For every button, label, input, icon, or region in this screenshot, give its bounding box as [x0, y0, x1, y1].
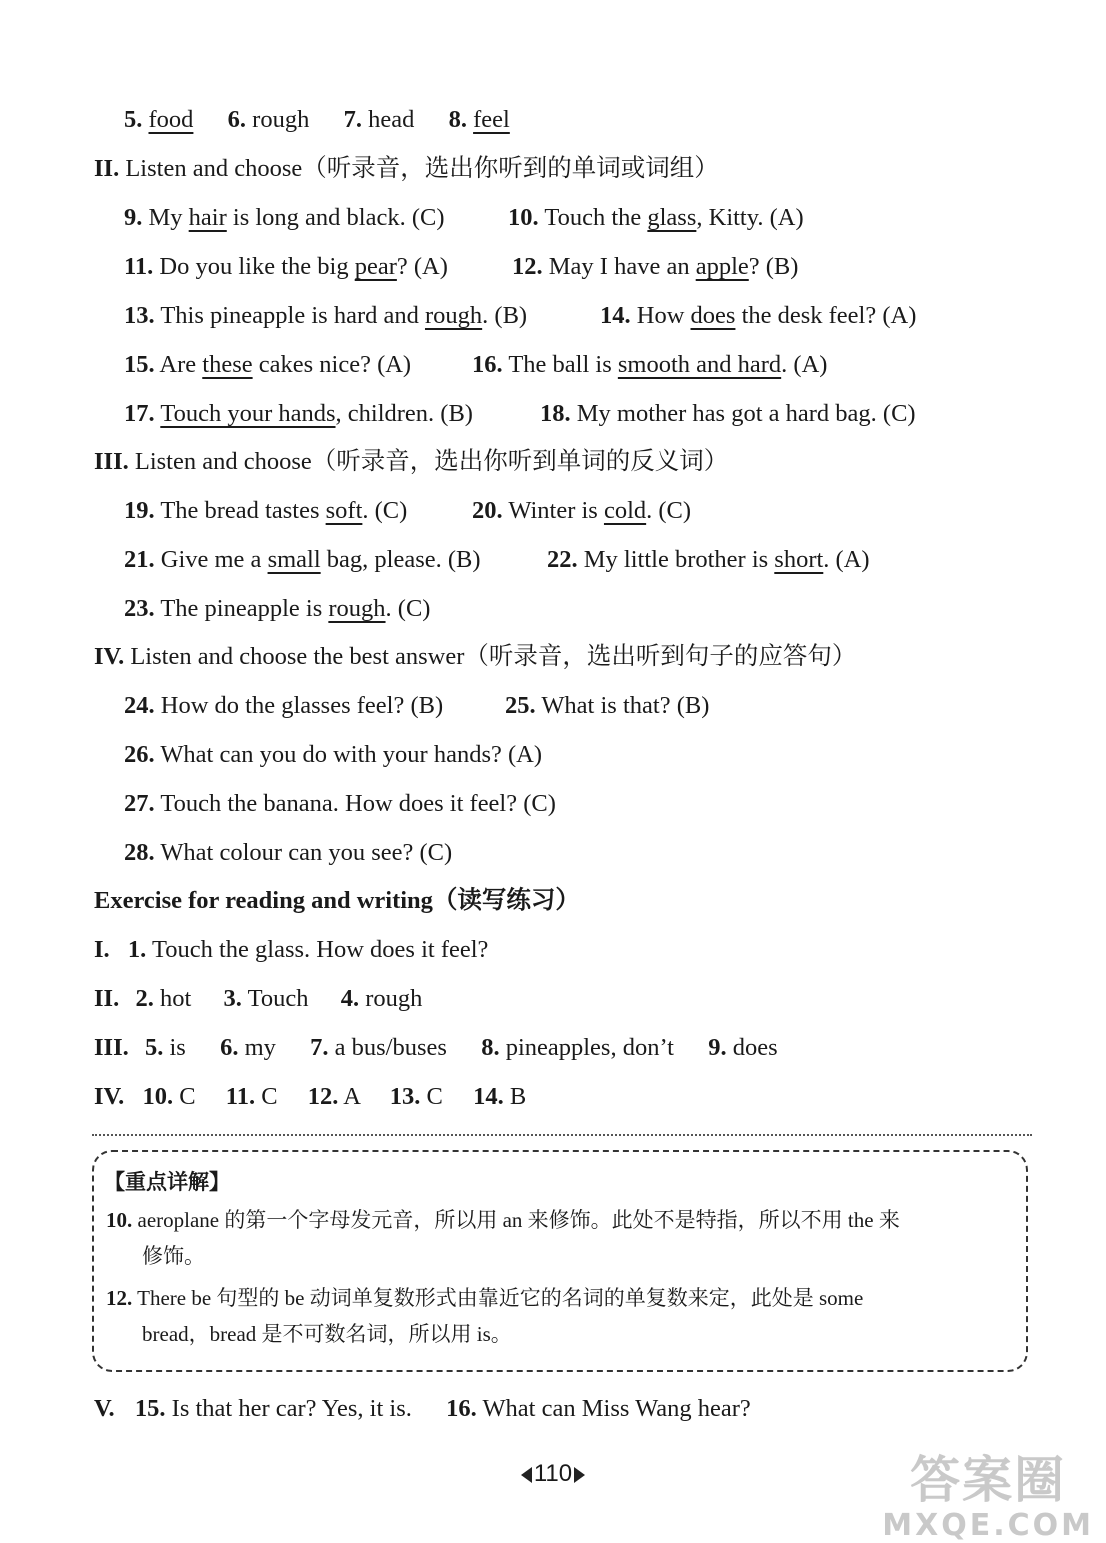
- note-text: bread，bread 是不可数名词，所以用 is。: [142, 1322, 512, 1346]
- question-text: My: [148, 204, 189, 231]
- question-text: What is that? (B): [541, 692, 710, 719]
- question-16: [472, 353, 827, 378]
- question-text: . (C): [362, 497, 408, 524]
- underlined-word: Touch your hands: [160, 400, 336, 427]
- item-number: 6.: [220, 1034, 239, 1061]
- question-28: [124, 841, 452, 866]
- item-number: 26.: [124, 741, 155, 768]
- question-26: [124, 743, 542, 768]
- item-number: 10.: [142, 1083, 174, 1110]
- rw-row-iv: [94, 1085, 526, 1110]
- dotted-divider: [92, 1134, 1032, 1136]
- answer-text: A: [343, 1083, 360, 1110]
- answer-word: head: [368, 106, 415, 133]
- key-points-box: [92, 1150, 1028, 1372]
- item-number: 14.: [473, 1083, 504, 1110]
- question-text: . (A): [781, 351, 828, 378]
- answer-word: rough: [252, 106, 310, 133]
- question-text: My mother has got a hard bag. (C): [576, 400, 916, 427]
- item-number: 18.: [540, 400, 571, 427]
- item-number: 15.: [134, 1395, 166, 1422]
- question-text: . (A): [823, 546, 870, 573]
- underlined-word: glass: [647, 204, 697, 231]
- item-number: 7.: [343, 106, 362, 133]
- underlined-word: pear: [354, 253, 397, 280]
- underlined-word: smooth and hard: [617, 351, 782, 378]
- section-title: Listen and choose the best answer（听录音，选出听到句子的应答句）: [130, 643, 857, 670]
- answer-text: does: [732, 1034, 778, 1061]
- question-12: [512, 255, 798, 280]
- item-number: 11.: [225, 1083, 256, 1110]
- question-20: [472, 499, 691, 524]
- question-text: Do you like the big: [159, 253, 355, 280]
- question-15: [124, 353, 411, 378]
- question-11: [124, 255, 448, 280]
- section-roman: II.: [94, 985, 120, 1012]
- question-text: The ball is: [508, 351, 618, 378]
- item-number: 20.: [472, 497, 503, 524]
- underlined-word: these: [202, 351, 253, 378]
- answer-text: hot: [159, 985, 192, 1012]
- item-number: 2.: [135, 985, 154, 1012]
- question-text: . (C): [646, 497, 692, 524]
- question-text: The pineapple is: [160, 595, 329, 622]
- note-12: [106, 1280, 1011, 1352]
- question-27: [124, 792, 556, 817]
- item-number: 10.: [508, 204, 539, 231]
- question-text: , Kitty. (A): [696, 204, 804, 231]
- question-text: My little brother is: [583, 546, 775, 573]
- watermark-logo: [882, 1440, 1094, 1543]
- item-number: 19.: [124, 497, 155, 524]
- question-text: ? (A): [396, 253, 448, 280]
- section-title: Listen and choose（听录音，选出你听到的单词或词组）: [125, 155, 719, 182]
- section-roman: III.: [94, 1034, 129, 1061]
- item-number: 13.: [124, 302, 155, 329]
- item-number: 6.: [227, 106, 247, 133]
- question-14: [600, 304, 916, 329]
- question-text: Are: [159, 351, 203, 378]
- triangle-left-icon: [521, 1467, 532, 1483]
- underlined-word: does: [690, 302, 736, 329]
- page-number-text: 110: [533, 1460, 573, 1487]
- question-text: bag, please. (B): [320, 546, 481, 573]
- question-text: Give me a: [160, 546, 268, 573]
- answer-text: is: [169, 1034, 186, 1061]
- answer-row-5-8: [124, 108, 510, 133]
- underlined-word: cold: [603, 497, 647, 524]
- item-number: 12.: [307, 1083, 339, 1110]
- item-number: 24.: [124, 692, 155, 719]
- item-number: 8.: [448, 106, 467, 133]
- underlined-word: apple: [695, 253, 749, 280]
- item-number: 25.: [505, 692, 536, 719]
- item-number: 11.: [124, 253, 154, 280]
- item-number: 7.: [310, 1034, 329, 1061]
- rw-row-v: [94, 1397, 751, 1422]
- question-text: cakes nice? (A): [252, 351, 412, 378]
- answer-text: Is that her car? Yes, it is.: [171, 1395, 412, 1422]
- question-text: . (B): [482, 302, 528, 329]
- item-number: 21.: [124, 546, 155, 573]
- item-number: 5.: [124, 106, 143, 133]
- item-number: 14.: [600, 302, 631, 329]
- section-roman: I.: [94, 936, 110, 963]
- underlined-word: hair: [188, 204, 227, 231]
- answer-text: Touch: [247, 985, 309, 1012]
- question-text: Winter is: [508, 497, 604, 524]
- item-number: 9.: [708, 1034, 727, 1061]
- triangle-right-icon: [574, 1467, 585, 1483]
- question-text: . (C): [385, 595, 431, 622]
- question-text: May I have an: [548, 253, 696, 280]
- question-text: How do the glasses feel? (B): [160, 692, 444, 719]
- item-number: 27.: [124, 790, 155, 817]
- item-number: 15.: [124, 351, 155, 378]
- question-text: Touch the banana. How does it feel? (C): [160, 790, 556, 817]
- question-22: [547, 548, 870, 573]
- item-number: 9.: [124, 204, 143, 231]
- item-number: 22.: [547, 546, 578, 573]
- note-number: 12.: [106, 1286, 133, 1310]
- watermark-bottom-text: MXQE.COM: [882, 1508, 1094, 1543]
- watermark-top-text: 答案圈: [910, 1451, 1067, 1509]
- question-text: This pineapple is hard and: [160, 302, 425, 329]
- note-text: There be 句型的 be 动词单复数形式由靠近它的名词的单复数来定，此处是 some: [137, 1286, 864, 1310]
- rw-row-iii: [94, 1036, 778, 1061]
- question-17: [124, 402, 473, 427]
- question-text: How: [636, 302, 691, 329]
- answer-word: feel: [473, 106, 510, 133]
- question-23: [124, 597, 430, 622]
- answer-text: C: [179, 1083, 196, 1110]
- section-heading-iii: [94, 450, 728, 475]
- underlined-word: rough: [328, 595, 386, 622]
- section-heading-ii: [94, 157, 719, 182]
- section-roman: II.: [94, 155, 120, 182]
- question-13: [124, 304, 527, 329]
- item-number: 5.: [144, 1034, 164, 1061]
- underlined-word: short: [774, 546, 824, 573]
- question-text: the desk feel? (A): [735, 302, 917, 329]
- underlined-word: soft: [325, 497, 363, 524]
- question-text: The bread tastes: [160, 497, 326, 524]
- question-text: What can you do with your hands? (A): [160, 741, 543, 768]
- section-roman: V.: [94, 1395, 115, 1422]
- item-number: 17.: [124, 400, 155, 427]
- section-roman: III.: [94, 448, 129, 475]
- question-text: , children. (B): [335, 400, 473, 427]
- key-points-header: 【重点详解】: [104, 1170, 230, 1194]
- question-text: Touch the: [544, 204, 648, 231]
- section-title: Listen and choose（听录音，选出你听到单词的反义词）: [134, 448, 729, 475]
- rw-row-ii: [94, 987, 422, 1012]
- underlined-word: small: [267, 546, 321, 573]
- question-10: [508, 206, 804, 231]
- note-number: 10.: [106, 1208, 133, 1232]
- question-24: [124, 694, 443, 719]
- question-19: [124, 499, 407, 524]
- answer-text: rough: [365, 985, 423, 1012]
- item-number: 1.: [127, 936, 147, 963]
- question-text: is long and black. (C): [226, 204, 445, 231]
- answer-text: Touch the glass. How does it feel?: [151, 936, 489, 963]
- underlined-word: rough: [424, 302, 483, 329]
- item-number: 3.: [223, 985, 242, 1012]
- note-text: 修饰。: [142, 1244, 205, 1268]
- section-roman: IV.: [94, 1083, 125, 1110]
- answer-text: C: [426, 1083, 443, 1110]
- item-number: 28.: [124, 839, 155, 866]
- answer-text: C: [261, 1083, 278, 1110]
- answer-text: What can Miss Wang hear?: [482, 1395, 751, 1422]
- note-text: aeroplane 的第一个字母发元音，所以用 an 来修饰。此处不是特指，所以不用 the 来: [137, 1208, 900, 1232]
- answer-text: a bus/buses: [334, 1034, 447, 1061]
- item-number: 16.: [446, 1395, 477, 1422]
- answer-text: B: [509, 1083, 527, 1110]
- item-number: 4.: [340, 985, 360, 1012]
- section-heading-iv: [94, 645, 856, 670]
- item-number: 23.: [124, 595, 155, 622]
- question-text: What colour can you see? (C): [160, 839, 453, 866]
- question-25: [505, 694, 709, 719]
- answer-text: pineapples, don’t: [505, 1034, 674, 1061]
- item-number: 8.: [481, 1034, 500, 1061]
- question-21: [124, 548, 481, 573]
- item-number: 13.: [389, 1083, 421, 1110]
- item-number: 12.: [512, 253, 543, 280]
- question-9: [124, 206, 445, 231]
- reading-writing-heading: Exercise for reading and writing（读写练习）: [94, 887, 580, 914]
- question-text: ? (B): [748, 253, 799, 280]
- note-10: [106, 1202, 1011, 1274]
- answer-word: food: [148, 106, 194, 133]
- rw-row-i: [94, 938, 488, 963]
- answer-text: my: [244, 1034, 276, 1061]
- section-roman: IV.: [94, 643, 125, 670]
- item-number: 16.: [472, 351, 503, 378]
- question-18: [540, 402, 916, 427]
